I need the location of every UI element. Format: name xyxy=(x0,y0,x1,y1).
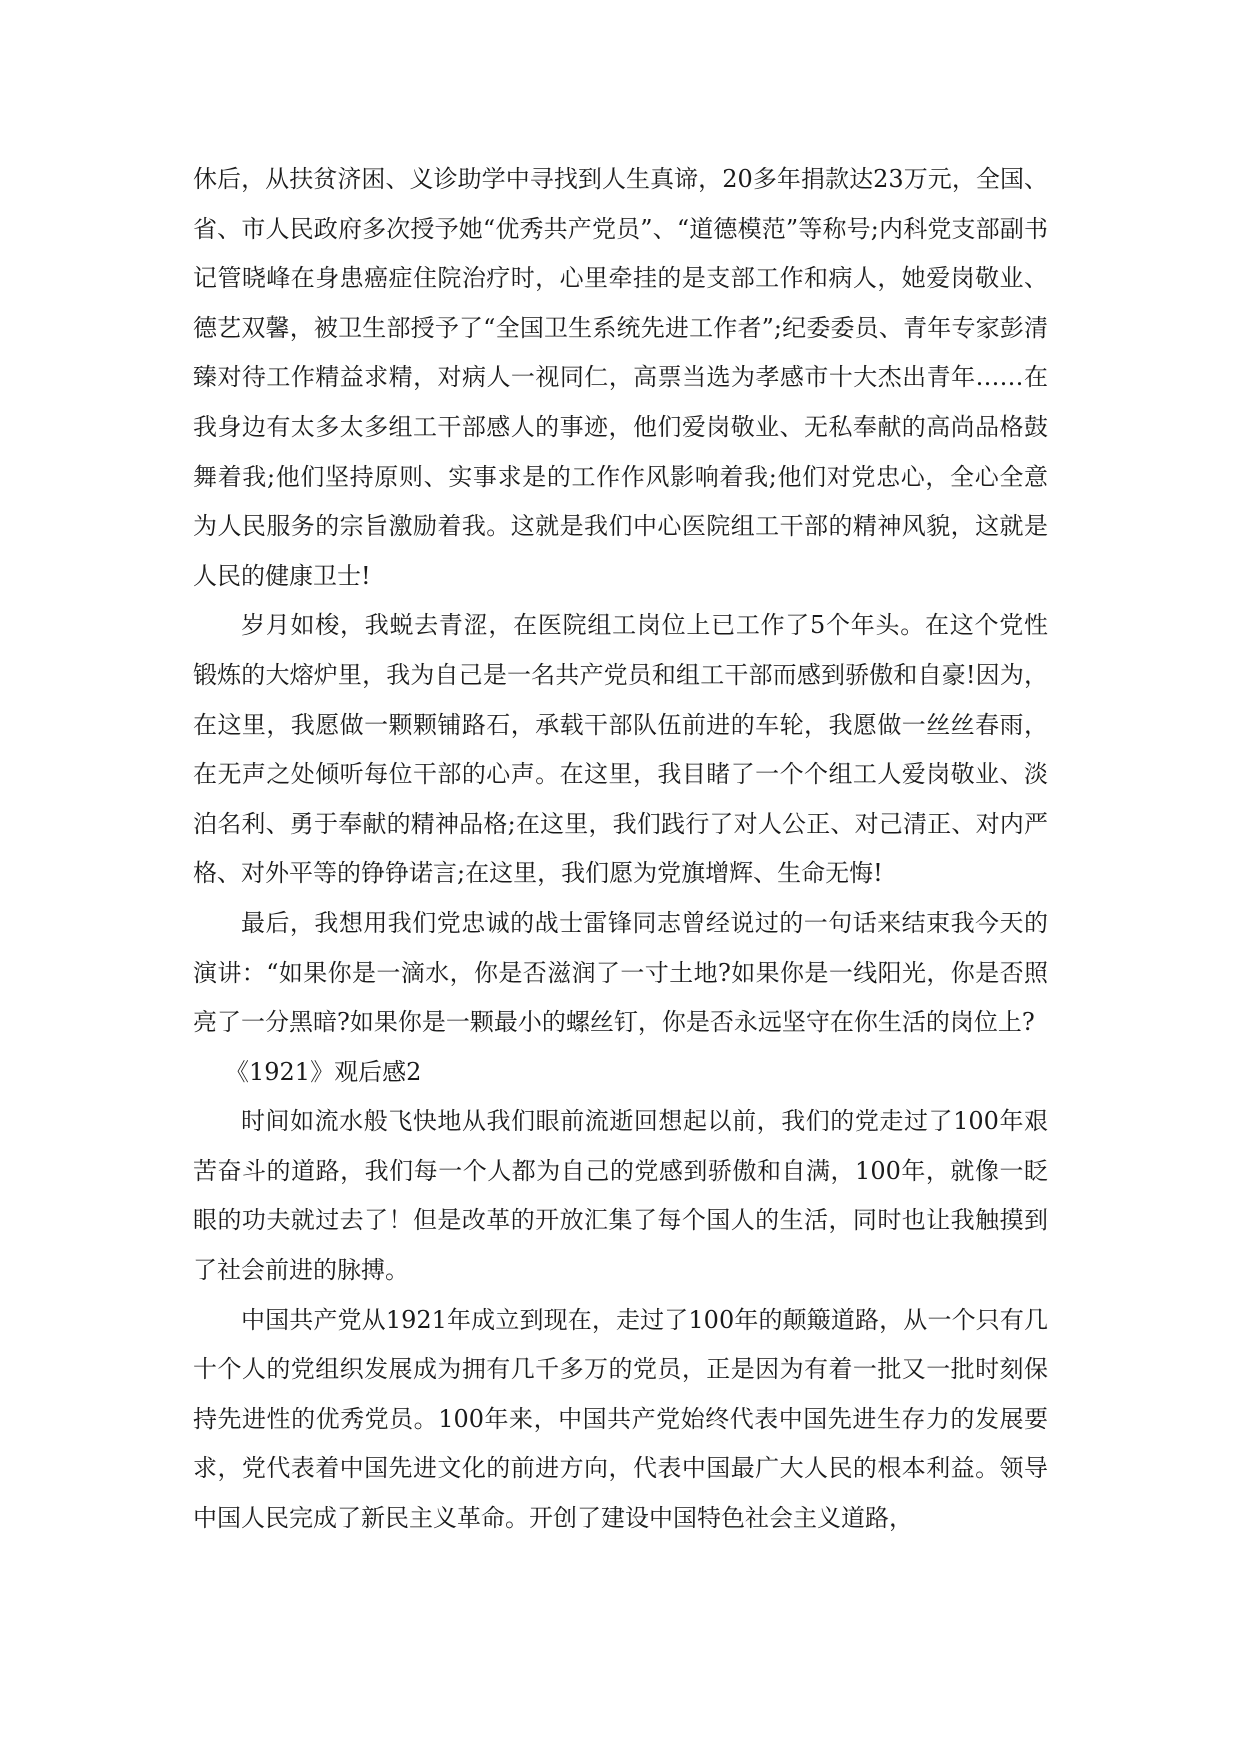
paragraph-continuation: 休后，从扶贫济困、义诊助学中寻找到人生真谛，20多年捐款达23万元，全国、省、市人民政府多次授予她“优秀共产党员”、“道德模范”等称号;内科党支部副书记管晓峰在身患癌症住院治疗时，心里牵挂的是支部工作和病人，她爱岗敬业、德艺双馨，被卫生部授予了“全国卫生系统先进工作者”;纪委委员、青年专家彭清臻对待工作精益求精，对病人一视同仁，高票当选为孝感市十大杰出青年……在我身边有太多太多组工干部感人的事迹，他们爱岗敬业、无私奉献的高尚品格鼓舞着我;他们坚持原则、实事求是的工作作风影响着我;他们对党忠心，全心全意为人民服务的宗旨激励着我。这就是我们中心医院组工干部的精神风貌，这就是人民的健康卫士! xyxy=(193,165,1048,590)
document-body xyxy=(193,155,1048,1544)
paragraph-organization-work: 岁月如梭，我蜕去青涩，在医院组工岗位上已工作了5个年头。在这个党性锻炼的大熔炉里，我为自己是一名共产党员和组工干部而感到骄傲和自豪!因为，在这里，我愿做一颗颗铺路石，承载干部队伍前进的车轮，我愿做一丝丝春雨，在无声之处倾听每位干部的心声。在这里，我目睹了一个个组工人爱岗敬业、淡泊名利、勇于奉献的精神品格;在这里，我们践行了对人公正、对己清正、对内严格、对外平等的铮铮诺言;在这里，我们愿为党旗增辉、生命无悔! xyxy=(193,611,1048,888)
paragraph-party-history: 中国共产党从1921年成立到现在，走过了100年的颠簸道路，从一个只有几十个人的党组织发展成为拥有几千多万的党员，正是因为有着一批又一批时刻保持先进性的优秀党员。100年来，中国共产党始终代表中国先进生存力的发展要求，党代表着中国先进文化的前进方向，代表中国最广大人民的根本利益。领导中国人民完成了新民主义革命。开创了建设中国特色社会主义道路， xyxy=(193,1305,1048,1533)
section-heading: 《1921》观后感2 xyxy=(225,1057,422,1086)
paragraph-closing-quote: 最后，我想用我们党忠诚的战士雷锋同志曾经说过的一句话来结束我今天的演讲：“如果你是一滴水，你是否滋润了一寸土地?如果你是一线阳光，你是否照亮了一分黑暗?如果你是一颗最小的螺丝钉，你是否永远坚守在你生活的岗位上? xyxy=(193,908,1048,1037)
paragraph-time-flows: 时间如流水般飞快地从我们眼前流逝回想起以前，我们的党走过了100年艰苦奋斗的道路，我们每一个人都为自己的党感到骄傲和自满，100年，就像一眨眼的功夫就过去了！但是改革的开放汇集了每个国人的生活，同时也让我触摸到了社会前进的脉搏。 xyxy=(193,1107,1048,1285)
